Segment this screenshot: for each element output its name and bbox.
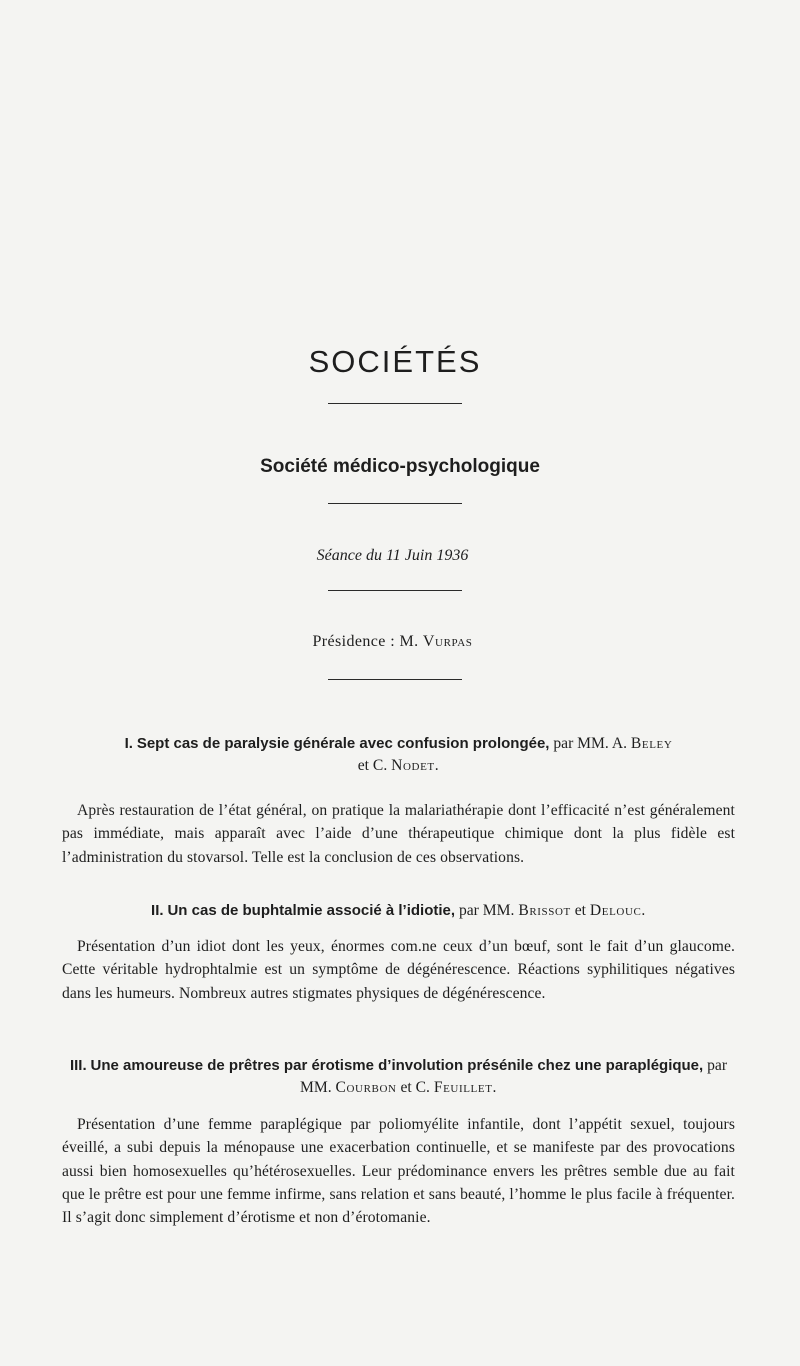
authors-joiner: et	[574, 902, 586, 919]
section-heading	[62, 733, 735, 777]
section-numeral: I.	[124, 735, 133, 752]
society-title: Société médico-psychologique	[260, 456, 540, 477]
section-body: Après restauration de l’état général, on pratique la malariathérapie dont l’efficacité n’est généralement pas immédiate, mais apparaît avec l’aide d’une thérapeutique chimique dont la plus fidèle est l’administration du stovarsol. Telle est la conclusion de ces observations.	[62, 802, 735, 866]
author-name: Delouc.	[589, 902, 646, 919]
section-numeral: III.	[69, 1057, 87, 1074]
authors-joiner: et C.	[400, 1079, 430, 1096]
authors-prefix: par MM.	[299, 1057, 728, 1096]
authors-joiner: et C.	[357, 757, 388, 774]
session-date: Séance du 11 Juin 1936	[316, 547, 469, 564]
section-title: Un cas de buphtalmie associé à l’idiotie,	[167, 902, 456, 919]
page-title: SOCIÉTÉS	[308, 344, 482, 379]
author-name: Feuillet.	[433, 1079, 498, 1096]
section-body: Présentation d’une femme paraplégique par poliomyélite infantile, dont l’appétit sexuel, toujours éveillé, a subi depuis la ménopause une exacerbation continuelle, et se manifeste par des provocations aussi bien homosexuelles qu’hétérosexuelles. Leur prédominance envers les prêtres semble due au fait que le prêtre est pour une femme infirme, sans relation et sans beauté, l’homme le plus facile à fréquenter. Il s’agit donc simplement d’érotisme et non d’érotomanie.	[62, 1116, 735, 1227]
authors-prefix: par MM. A.	[553, 735, 628, 752]
divider	[328, 590, 462, 591]
section-heading	[62, 900, 735, 922]
section-title: Une amoureuse de prêtres par érotisme d’involution présénile chez une paraplégique,	[90, 1057, 704, 1074]
authors-prefix: par MM.	[458, 902, 515, 919]
section-3	[62, 1055, 735, 1229]
section-numeral: II.	[151, 902, 164, 919]
author-name: Nodet.	[391, 757, 440, 774]
divider	[328, 403, 462, 404]
author-name: Beley	[630, 735, 673, 752]
section-title: Sept cas de paralysie générale avec confusion prolongée,	[136, 735, 550, 752]
presidency-label: Présidence : M.	[312, 633, 419, 650]
section-body: Présentation d’un idiot dont les yeux, énormes com.ne ceux d’un bœuf, sont le fait d’un glaucome. Cette véritable hydrophtalmie est un symptôme de dégénérescence. Réactions syphilitiques négatives dans les humeurs. Nombreux autres stigmates physiques de dégénérescence.	[62, 938, 735, 1002]
divider	[328, 679, 462, 680]
presidency-line	[0, 633, 785, 651]
section-2	[62, 900, 735, 1005]
section-1	[62, 733, 735, 869]
author-name: Brissot	[518, 902, 571, 919]
divider	[328, 503, 462, 504]
author-name: Courbon	[335, 1079, 397, 1096]
president-name: Vurpas	[422, 633, 473, 650]
section-heading	[62, 1055, 735, 1099]
